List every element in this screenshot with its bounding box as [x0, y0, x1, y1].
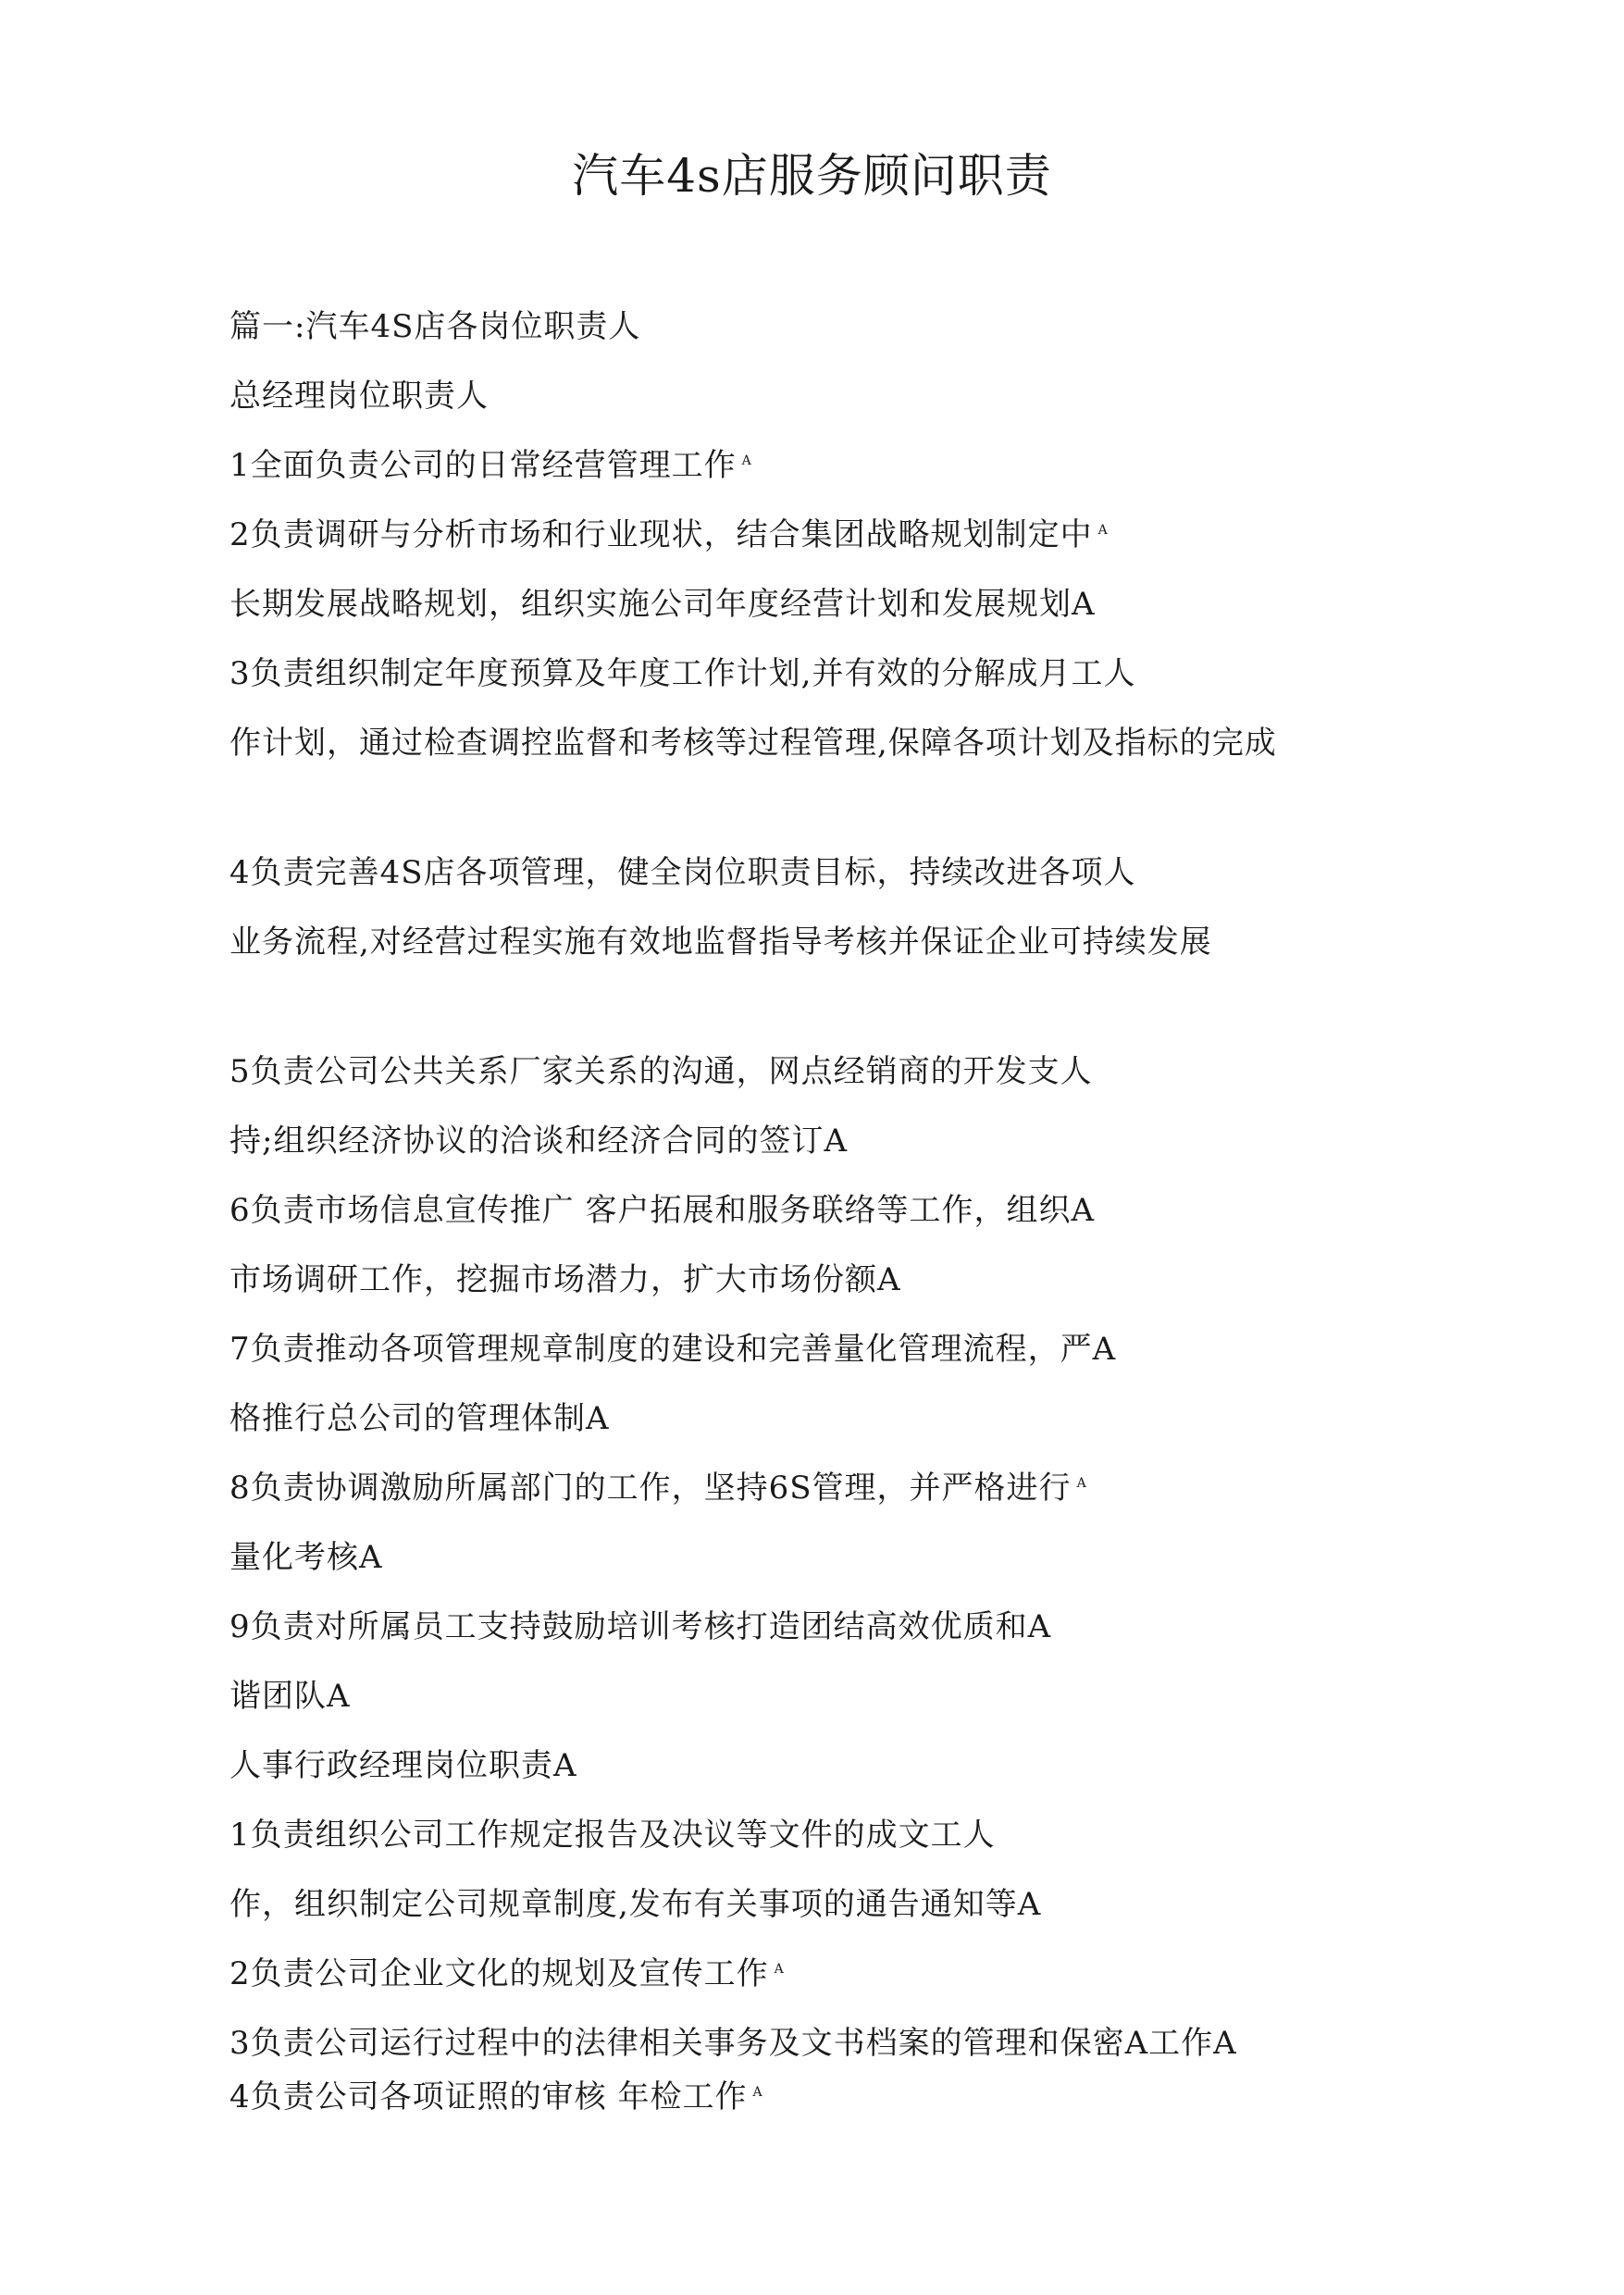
line-text: 9负责对所属员工支持鼓励培训考核打造团结高效优质和A — [229, 1608, 1052, 1645]
line-text: 2负责调研与分析市场和行业现状，结合集团战略规划制定中 — [229, 516, 1093, 553]
line-text: 3负责组织制定年度预算及年度工作计划,并有效的分解成月工人 — [229, 655, 1136, 692]
line-text: 长期发展战略规划，组织实施公司年度经营计划和发展规划A — [229, 586, 1096, 623]
line-text: 1全面负责公司的日常经营管理工作 — [229, 447, 737, 484]
line-text: 量化考核A — [229, 1539, 383, 1576]
text-line — [229, 1185, 1095, 1230]
text-line — [229, 440, 752, 485]
small-mark: A — [1097, 522, 1109, 538]
line-text: 作计划，通过检查调控监督和考核等过程管理,保障各项计划及指标的完成 — [229, 725, 1277, 762]
text-line — [229, 370, 489, 416]
text-line — [229, 1115, 848, 1160]
text-line — [229, 1254, 901, 1299]
line-text: 1负责组织公司工作规定报告及决议等文件的成文工人 — [229, 1817, 996, 1854]
text-line — [229, 1393, 610, 1438]
text-line — [229, 2017, 1237, 2063]
text-line — [229, 1670, 351, 1716]
line-text: 7负责推动各项管理规章制度的建设和完善量化管理流程，严A — [229, 1331, 1117, 1368]
line-text: 3负责公司运行过程中的法律相关事务及文书档案的管理和保密A工作A — [229, 2025, 1237, 2062]
small-mark: A — [741, 453, 752, 468]
text-line — [229, 509, 1109, 554]
text-line — [229, 717, 1277, 763]
line-text: 格推行总公司的管理体制A — [229, 1400, 610, 1437]
line-text: 持;组织经济协议的洽谈和经济合同的签订A — [229, 1123, 849, 1160]
line-text: 6负责市场信息宣传推广 客户拓展和服务联络等工作，组织A — [229, 1192, 1095, 1229]
text-line — [229, 301, 640, 346]
text-line — [229, 648, 1135, 693]
line-text: 4负责公司各项证照的审核 年检工作 — [229, 2078, 748, 2115]
line-text: 4负责完善4S店各项管理，健全岗位职责目标，持续改进各项人 — [229, 854, 1136, 891]
document-title: 汽车4s店服务顾问职责 — [572, 149, 1052, 203]
small-mark: A — [752, 2084, 763, 2100]
line-text: 篇一:汽车4S店各岗位职责人 — [229, 308, 641, 345]
line-text: 谐团队A — [229, 1678, 351, 1715]
text-line — [229, 1948, 785, 1993]
text-line — [229, 1046, 1093, 1091]
line-text: 总经理岗位职责人 — [229, 378, 489, 415]
text-line — [229, 916, 1212, 961]
line-text: 作，组织制定公司规章制度,发布有关事项的通告通知等A — [229, 1886, 1042, 1923]
small-mark: A — [1076, 1475, 1087, 1491]
text-line — [229, 1879, 1041, 1924]
text-line — [229, 847, 1136, 892]
text-line — [229, 1601, 1051, 1646]
text-line — [229, 1532, 383, 1577]
line-text: 人事行政经理岗位职责A — [229, 1747, 577, 1784]
line-text: 业务流程,对经营过程实施有效地监督指导考核并保证企业可持续发展 — [229, 924, 1212, 961]
text-line — [229, 1809, 996, 1855]
line-text: 5负责公司公共关系厂家关系的沟通，网点经销商的开发支人 — [229, 1053, 1093, 1090]
text-line — [229, 2071, 763, 2116]
line-text: 2负责公司企业文化的规划及宣传工作 — [229, 1955, 769, 1992]
text-line — [229, 1323, 1116, 1369]
text-line — [229, 1462, 1087, 1507]
line-text: 市场调研工作，挖掘市场潜力，扩大市场份额A — [229, 1261, 901, 1298]
line-text: 8负责协调激励所属部门的工作，坚持6S管理，并严格进行 — [229, 1470, 1072, 1507]
small-mark: A — [774, 1961, 785, 1977]
text-line — [229, 578, 1096, 624]
text-line — [229, 1740, 577, 1785]
